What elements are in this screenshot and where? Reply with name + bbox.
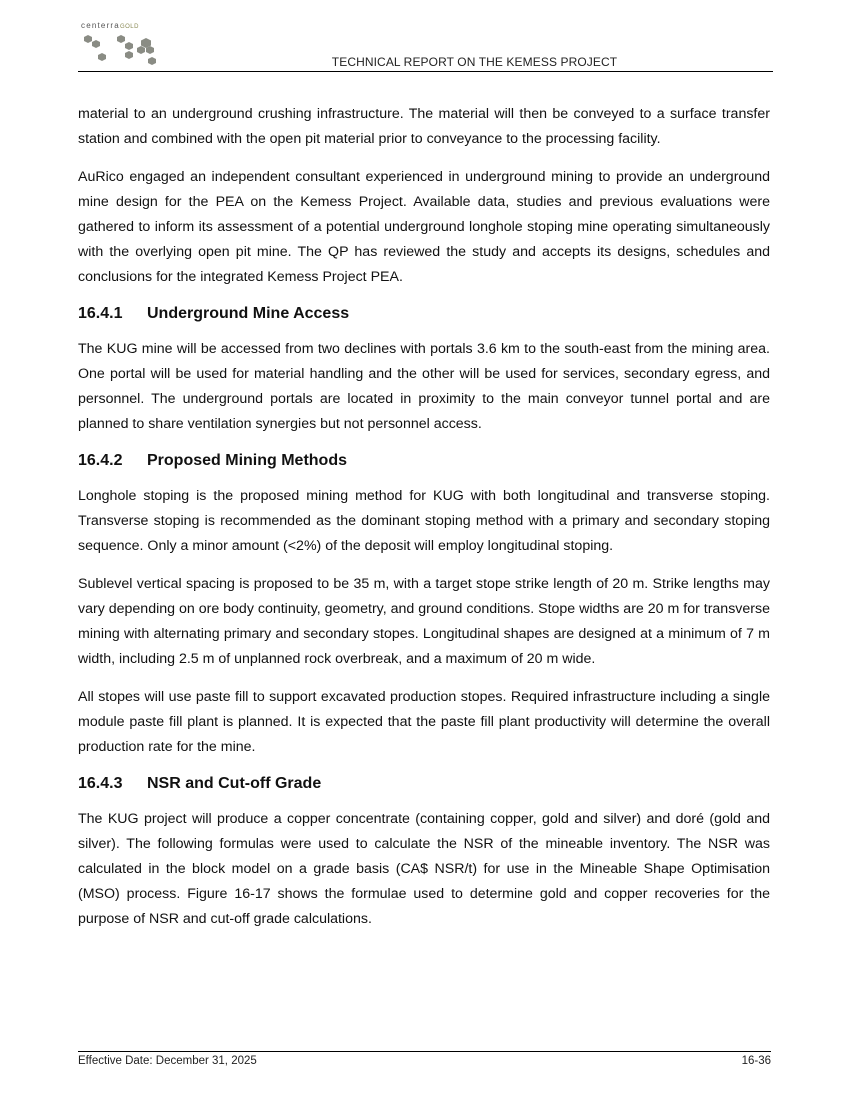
page-footer [78, 1051, 771, 1067]
page-number: 16-36 [741, 1055, 771, 1067]
page-body [78, 102, 770, 945]
logo-wordmark-accent: GOLD [119, 24, 139, 30]
paragraph: material to an underground crushing infrastructure. The material will then be conveyed to a surface transfer station and combined with the open pit material prior to conveyance to the processing facility. [78, 106, 770, 147]
paragraph: The KUG mine will be accessed from two declines with portals 3.6 km to the south-east from the mining area. One portal will be used for material handling and the other will be used for services, secondary egress, and personnel. The underground portals are located in proximity to the main conveyor tunnel portal and are planned to share ventilation synergies but not personnel access. [78, 341, 770, 432]
page-header [78, 20, 773, 72]
section-number: 16.4.3 [78, 775, 123, 792]
paragraph: Sublevel vertical spacing is proposed to be 35 m, with a target stope strike length of 20 m. Strike lengths may vary depending on ore body continuity, geometry, and ground conditions. Stope widths are 20 m for transverse mining with alternating primary and secondary stopes. Longitudinal shapes are designed at a minimum of 7 m width, including 2.5 m of unplanned rock overbreak, and a maximum of 20 m wide. [78, 576, 770, 667]
effective-date: Effective Date: December 31, 2025 [78, 1055, 257, 1067]
section-title: Underground Mine Access [147, 305, 350, 322]
paragraph: The KUG project will produce a copper concentrate (containing copper, gold and silver) and doré (gold and silver). The following formulas were used to calculate the NSR of the mineable inventory. The NSR was calculated in the block model on a grade basis (CA$ NSR/t) for use in the Mineable Shape Optimisation (MSO) process. Figure 16-17 shows the formulae used to determine gold and copper recoveries for the purpose of NSR and cut-off grade calculations. [78, 811, 770, 927]
paragraph: Longhole stoping is the proposed mining method for KUG with both longitudinal and transverse stoping. Transverse stoping is recommended as the dominant stoping method with a primary and secondary stoping sequence. Only a minor amount (<2%) of the deposit will employ longitudinal stoping. [78, 488, 770, 554]
report-title: TECHNICAL REPORT ON THE KEMESS PROJECT [331, 55, 618, 69]
section-title: Proposed Mining Methods [147, 452, 347, 469]
section-heading-nsr-cut-off-grade [78, 773, 770, 795]
logo-wordmark [81, 21, 139, 30]
section-number: 16.4.1 [78, 305, 123, 322]
logo-wordmark-main: centerra [81, 21, 120, 30]
section-title: NSR and Cut-off Grade [147, 775, 322, 792]
section-heading-underground-mine-access [78, 303, 770, 325]
section-heading-proposed-mining-methods [78, 450, 770, 472]
paragraph: AuRico engaged an independent consultant experienced in underground mining to provide an underground mine design for the PEA on the Kemess Project. Available data, studies and previous evaluations were gathered to inform its assessment of a potential underground longhole stoping mine operating simultaneously with the overlying open pit mine. The QP has reviewed the study and accepts its designs, schedules and conclusions for the integrated Kemess Project PEA. [78, 169, 770, 285]
paragraph: All stopes will use paste fill to support excavated production stopes. Required infrastructure including a single module paste fill plant is planned. It is expected that the paste fill plant productivity will determine the overall production rate for the mine. [78, 689, 770, 755]
section-number: 16.4.2 [78, 452, 123, 469]
